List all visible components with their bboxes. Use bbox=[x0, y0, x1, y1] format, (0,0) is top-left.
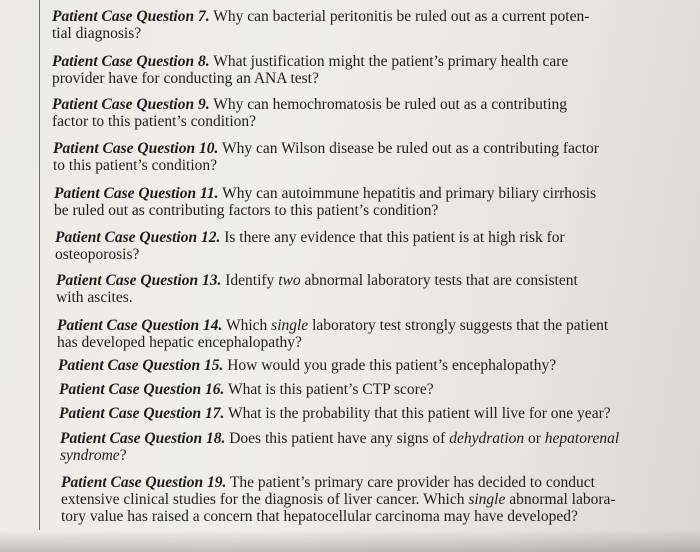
question-8 bbox=[52, 53, 652, 87]
question-text: ? bbox=[119, 447, 127, 464]
question-label: Patient Case Question 9. bbox=[52, 96, 210, 113]
question-label: Patient Case Question 17. bbox=[59, 405, 225, 422]
margin-rule bbox=[39, 0, 40, 530]
question-label: Patient Case Question 15. bbox=[58, 357, 224, 374]
question-text: What is the probability that this patient will live for one year? bbox=[224, 405, 611, 422]
question-text-cont: factor to this patient’s condition? bbox=[52, 113, 257, 130]
question-19 bbox=[61, 474, 656, 525]
question-text: Identify bbox=[221, 272, 279, 289]
question-17 bbox=[59, 405, 659, 422]
question-text: Why can Wilson disease be ruled out as a contributing factor bbox=[218, 140, 599, 157]
question-text: Does this patient have any signs of bbox=[225, 430, 450, 447]
question-text: What justification might the patient’s primary health care bbox=[209, 53, 569, 70]
question-label: Patient Case Question 19. bbox=[61, 474, 227, 491]
question-16 bbox=[59, 381, 659, 398]
page-shadow bbox=[0, 530, 700, 552]
question-text-cont: tory value has raised a concern that hepatocellular carcinoma may have developed? bbox=[61, 508, 578, 525]
question-label: Patient Case Question 18. bbox=[60, 430, 226, 447]
question-18 bbox=[60, 430, 660, 464]
question-text: Which bbox=[222, 317, 272, 334]
question-text-cont: to this patient’s condition? bbox=[53, 157, 218, 174]
question-emphasis: syndrome bbox=[60, 447, 120, 464]
question-text: The patient’s primary care provider has decided to conduct bbox=[226, 474, 595, 491]
question-text: or bbox=[524, 430, 545, 447]
question-text: abnormal laboratory tests that are consistent bbox=[300, 272, 578, 289]
question-text-cont: has developed hepatic encephalopathy? bbox=[57, 334, 302, 351]
question-label: Patient Case Question 13. bbox=[56, 272, 222, 289]
question-text-cont: be ruled out as contributing factors to this patient’s condition? bbox=[54, 202, 439, 219]
question-text-cont: provider have for conducting an ANA test? bbox=[52, 70, 319, 87]
question-label: Patient Case Question 10. bbox=[53, 140, 219, 157]
question-label: Patient Case Question 16. bbox=[59, 381, 225, 398]
question-emphasis: two bbox=[278, 272, 301, 289]
question-text: Why can bacterial peritonitis be ruled out as a current poten- bbox=[209, 8, 590, 25]
question-15 bbox=[58, 357, 658, 374]
question-emphasis: single bbox=[271, 317, 309, 334]
question-text-cont: abnormal labora- bbox=[505, 491, 616, 508]
question-label: Patient Case Question 8. bbox=[52, 53, 210, 70]
question-label: Patient Case Question 14. bbox=[57, 317, 223, 334]
question-7 bbox=[52, 8, 652, 42]
question-text-cont: osteoporosis? bbox=[55, 246, 140, 263]
question-12 bbox=[55, 229, 655, 263]
question-text-cont: tial diagnosis? bbox=[52, 25, 142, 42]
question-label: Patient Case Question 7. bbox=[52, 8, 210, 25]
question-label: Patient Case Question 12. bbox=[55, 229, 221, 246]
question-text: What is this patient’s CTP score? bbox=[224, 381, 434, 398]
question-emphasis: dehydration bbox=[449, 430, 525, 447]
question-emphasis: hepatorenal bbox=[544, 430, 620, 447]
question-text: Is there any evidence that this patient is at high risk for bbox=[220, 229, 565, 246]
question-text: Why can hemochromatosis be ruled out as a contributing bbox=[209, 96, 568, 113]
question-text: Why can autoimmune hepatitis and primary biliary cirrhosis bbox=[218, 185, 597, 202]
question-emphasis: single bbox=[468, 491, 506, 508]
question-text: How would you grade this patient’s encephalopathy? bbox=[223, 357, 557, 374]
question-10 bbox=[53, 140, 653, 174]
question-9 bbox=[52, 96, 652, 130]
question-11 bbox=[54, 185, 654, 219]
question-text-cont: extensive clinical studies for the diagnosis of liver cancer. Which bbox=[61, 491, 469, 508]
question-text: laboratory test strongly suggests that the patient bbox=[308, 317, 609, 334]
question-text-cont: with ascites. bbox=[56, 289, 133, 306]
question-14 bbox=[57, 317, 657, 351]
question-13 bbox=[56, 272, 656, 306]
question-label: Patient Case Question 11. bbox=[54, 185, 219, 202]
